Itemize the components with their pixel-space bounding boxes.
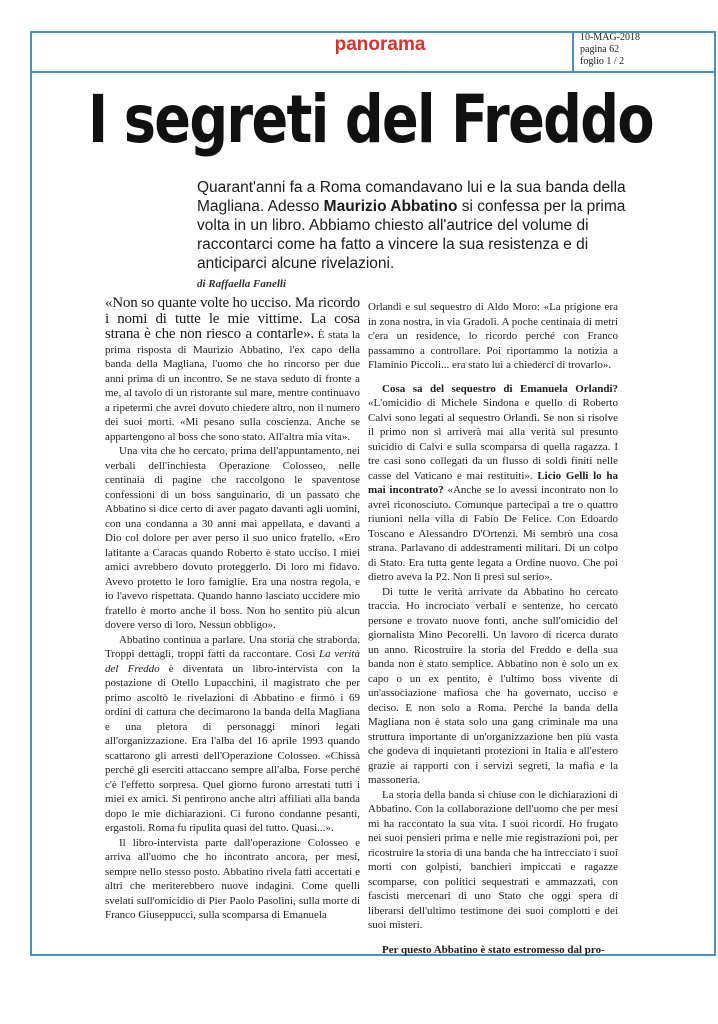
- clipping-sheet: foglio 1 / 2: [580, 56, 625, 67]
- clipping-page: pagina 62: [580, 44, 620, 55]
- book-title: La verità del Freddo: [105, 648, 360, 675]
- paragraph: Di tutte le verità arrivate da Abbatino ho cercato traccia. Ho incrociato verbali e sentenze, ho cercato persone e trovato nuove fonti, anche sull'omicidio del giornalista Mino Pecorelli. Un lavoro di ricerca durato un anno. Ricostruire la storia del Freddo e della sua banda non è stato semplice. Abbatino non è solo un ex capo o un ex pentito, è l'ultimo boss vivente di un'associazione mafiosa che ha governato, ucciso e deciso. E non solo a Roma. Perché la banda della Magliana non è stata solo una gang criminale ma una struttura importante di un'organizzazione ben più vasta che godeva di inquietanti protezioni in Italia e all'estero grazie ai rapporti con i servizi segreti, la mafia e la massoneria.: [368, 585, 618, 786]
- paragraph: La storia della banda si chiuse con le dichiarazioni di Abbatino. Con la collaborazione dell'uomo che per mesi mi ha raccontato la sua vita. I suoi ricordi. Ho frugato nei suoi pensieri prima e nelle mie registrazioni poi, per ricostruire la storia di una banda che ha intrecciato i suoi morti con golpisti, banchieri impiccati e ragazze scomparse, con politici sequestrati e ammazzati, con fascisti mercenari di uno Stato che oggi spera di liberarsi dell'ultimo testimone dei suoi complotti e dei suoi misteri.: [368, 788, 618, 931]
- paragraph: [105, 633, 360, 836]
- meta-divider: [572, 31, 574, 73]
- masthead-logo: panorama: [334, 34, 426, 55]
- paragraph-closing: Per questo Abbatino è stato estromesso dal pro-: [382, 943, 605, 956]
- paragraph-text: Abbatino continua a parlare. Una storia che straborda. Troppi dettagli, troppi fatti da raccontare. Così: [105, 633, 360, 660]
- paragraph-interview: [368, 382, 618, 585]
- standfirst-name: Maurizio Abbatino: [323, 198, 458, 215]
- lead-rest: È stata la prima risposta di Maurizio Abbatino, l'ex capo della banda della Magliana, l'uomo che ho rincorso per due anni prima di un incontro. Se ne stava seduto di fronte a me, al tavolo di un ristorante sul mare, mentre continuavo a ripetermi che avrei dovuto chiedere altro, non il numero dei suoi morti. «Mi pesano sulla coscienza. Anche se appartengono al boss che sono stato. All'altra mia vita».: [105, 329, 360, 443]
- article-title: I segreti del Freddo: [88, 81, 653, 158]
- paragraph: Una vita che ho cercato, prima dell'appuntamento, nei verbali dell'inchiesta Operazione Colosseo, nelle centinaia di pagine che raccolgono le spaventose confessioni di un boss sanguinario, di un passato che Abbatino si dice certo di aver pagato davanti agli uomini, con una condanna a 30 anni mai appellata, e davanti a Dio col dolore per aver perso il suo unico fratello. «Ero latitante a Caracas quando Roberto è stato ucciso. I miei amici avrebbero dovuto proteggerlo. Di loro mi fidavo. Avevo protetto le loro famiglie. Era una nostra regola, e io l'avevo rispettata. Quando hanno lasciato uccidere mio fratello è morto anche il boss. Non ho sentito più alcun dovere verso di loro. Nessun obbligo».: [105, 445, 360, 631]
- paragraph-lead: [105, 296, 360, 444]
- standfirst-text-a: Quarant'anni fa a Roma comandavano lui e la sua banda della Magliana. Adesso: [197, 179, 626, 215]
- header-divider: [30, 71, 716, 73]
- interview-answer: «Anche se lo avessi incontrato non lo avrei riconosciuto. Comunque partecipai a tre o quattro riunioni nella villa di Fabio De Felice. Con Edoardo Toscano e Alessandro D'Ortenzi. Mi sembrò una cosa strana. Parlavano di addestramenti militari. Di un colpo di Stato. Era tutta gente legata a Ordine nuovo. Che poi dietro aveva la P2. Non li presi sul serio».: [368, 484, 618, 583]
- paragraph: Orlandi e sul sequestro di Aldo Moro: «La prigione era in zona nostra, in via Gradoli. A poche centinaia di metri c'era un residence, lo ricordo perché con Franco passammo a controllare. Poi riportammo la notizia a Flaminio Piccoli... era stato lui a chiederci di trovarlo».: [368, 301, 618, 371]
- article-standfirst: [197, 178, 637, 273]
- lead-quote: «Non so quante volte ho ucciso. Ma ricordo i nomi di tutte le mie vittime. La cosa strana è che non riesco a contarle».: [105, 295, 360, 342]
- paragraph-text: è diventata un libro-intervista con la postazione di Otello Lupacchini, il magistrato che per primo ascoltò le rivelazioni di Abbatino e firmò i 69 ordini di cattura che decimarono la banda della Magliana e una pletora di personaggi minori legati all'organizzazione. Era l'alba del 16 aprile 1993 quando scattarono gli arresti dell'Operazione Colosseo. «Chissà perché gli eserciti attaccano sempre all'alba. Forse perché c'è l'effetto sorpresa. Quel giorno furono arrestati tutti i miei ex amici. Si pentirono anche altri affiliati alla banda dopo le mie dichiarazioni. Ci furono condanne pesanti, ergastoli. Roma fu ripulita quasi del tutto. Quasi...».: [105, 662, 361, 834]
- interview-question: Cosa sa del sequestro di Emanuela Orlandi?: [382, 382, 618, 395]
- article-column-right: [368, 300, 618, 957]
- article-column-left: [105, 296, 360, 923]
- clipping-meta: [580, 32, 710, 68]
- interview-answer: «L'omicidio di Michele Sindona e quello di Roberto Calvi sono legati al sequestro Orlandi. Se non si risolve il primo non si arriverà mai alla verità sul presunto suicidio di Calvi e sulla scomparsa di quella ragazza. I tre casi sono collegati da un flusso di soldi finiti nelle casse del Vaticano e mai restituiti».: [368, 397, 618, 482]
- clipping-date: 10-MAG-2018: [580, 32, 640, 43]
- standfirst-text-b: si confessa per la prima volta in un libro. Abbiamo chiesto all'autrice del volume di raccontarci come ha fatto a vincere la sua resistenza e di anticiparci alcune rivelazioni.: [197, 198, 626, 272]
- paragraph: Il libro-intervista parte dall'operazione Colosseo e arriva all'uomo che ho incontrato ancora, per mesi, sempre nello stesso posto. Abbatino rivela fatti accertati e altri che meriterebbero nuove indagini. Come quelli svelati sull'omicidio di Pier Paolo Pasolini, sulla morte di Franco Giuseppucci, sulla scomparsa di Emanuela: [105, 836, 360, 921]
- article-byline: di Raffaella Fanelli: [197, 278, 287, 290]
- interview-question: Licio Gelli lo ha mai incontrato?: [368, 469, 618, 496]
